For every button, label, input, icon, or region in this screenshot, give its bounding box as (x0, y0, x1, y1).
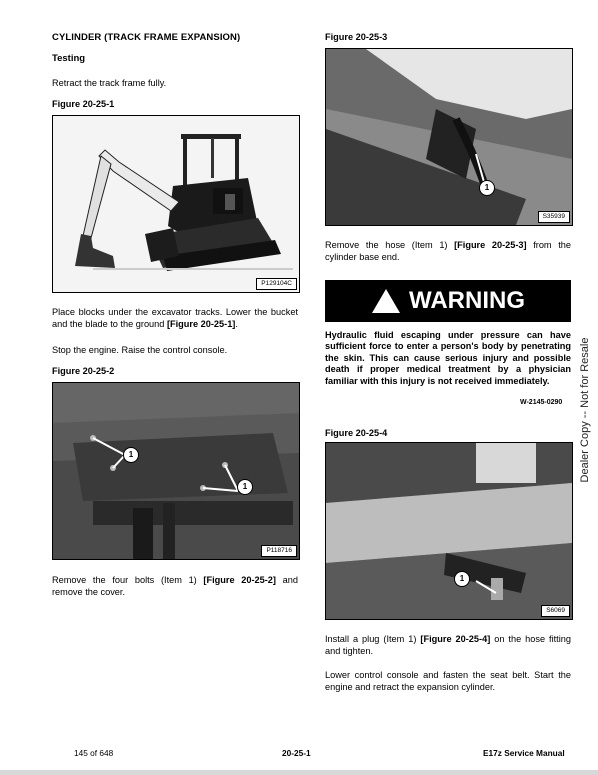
figure-1-code: P129104C (256, 278, 297, 290)
figure-3-callout: 1 (479, 180, 495, 196)
step-blocks-end: . (235, 319, 238, 330)
warning-exclamation: ! (395, 290, 401, 307)
figure-3-code: S35939 (538, 211, 570, 223)
step-plug-end: on the hose fitting and tighten. (325, 634, 571, 657)
figure-2-callout-2: 1 (237, 479, 253, 495)
step-blocks-text (52, 306, 298, 331)
figure-1-label: Figure 20-25-1 (52, 99, 115, 109)
excavator-illustration (53, 116, 299, 292)
step-hose-figure-ref: [Figure 20-25-3] (454, 240, 527, 250)
figure-2-code: P118716 (261, 545, 297, 557)
step-blocks-body: Place blocks under the excavator tracks. Lower the bucket and the blade to the ground (52, 307, 298, 330)
figure-1-image (52, 115, 300, 293)
step-bolts-text (52, 574, 298, 599)
testing-heading: Testing (52, 53, 86, 64)
section-title: CYLINDER (TRACK FRAME EXPANSION) (52, 32, 241, 43)
figure-4-callout: 1 (454, 571, 470, 587)
warning-title: WARNING (409, 287, 525, 314)
step-hose-body: Remove the hose (Item 1) (325, 240, 455, 250)
hose-fitting-illustration (326, 443, 572, 619)
footer-manual-title: E17z Service Manual (483, 748, 565, 758)
figure-2-image (52, 382, 300, 560)
figure-3-image (325, 48, 573, 226)
step-hose-end: from the cylinder base end. (325, 240, 571, 263)
figure-2-callout-1: 1 (123, 447, 139, 463)
step-plug-body: Install a plug (Item 1) (325, 634, 421, 644)
footer-page-count: 145 of 648 (74, 748, 114, 758)
footer-section-number: 20-25-1 (282, 748, 311, 758)
page-bottom-edge (0, 770, 598, 775)
step-bolts-body: Remove the four bolts (Item 1) (52, 575, 204, 585)
figure-2-label: Figure 20-25-2 (52, 366, 115, 376)
step-hose-text (325, 239, 571, 264)
figure-4-image (325, 442, 573, 620)
warning-banner (325, 280, 571, 322)
step-plug-figure-ref: [Figure 20-25-4] (420, 634, 491, 644)
dealer-copy-side-text: Dealer Copy -- Not for Resale (579, 337, 591, 483)
hose-illustration (326, 49, 572, 225)
step-lower-text: Lower control console and fasten the seat belt. Start the engine and retract the expansion cylinder. (325, 670, 571, 693)
step-stop-text: Stop the engine. Raise the control console. (52, 345, 228, 355)
figure-3-label: Figure 20-25-3 (325, 32, 388, 42)
step-retract-text: Retract the track frame fully. (52, 78, 167, 88)
step-bolts-figure-ref: [Figure 20-25-2] (203, 575, 276, 585)
step-plug-text (325, 633, 571, 658)
figure-4-label: Figure 20-25-4 (325, 428, 388, 438)
step-bolts-end: and remove the cover. (52, 575, 298, 598)
warning-text: Hydraulic fluid escaping under pressure can have sufficient force to enter a person's body by penetrating the skin. This can cause serious injury and possible death if proper medical treatment by a physician familiar with this injury is not received immediately. (325, 330, 571, 386)
step-blocks-figure-ref: [Figure 20-25-1] (166, 319, 236, 330)
warning-code: W-2145-0290 (520, 399, 563, 406)
cover-bolts-illustration (53, 383, 299, 559)
figure-4-code: S6069 (541, 605, 570, 617)
